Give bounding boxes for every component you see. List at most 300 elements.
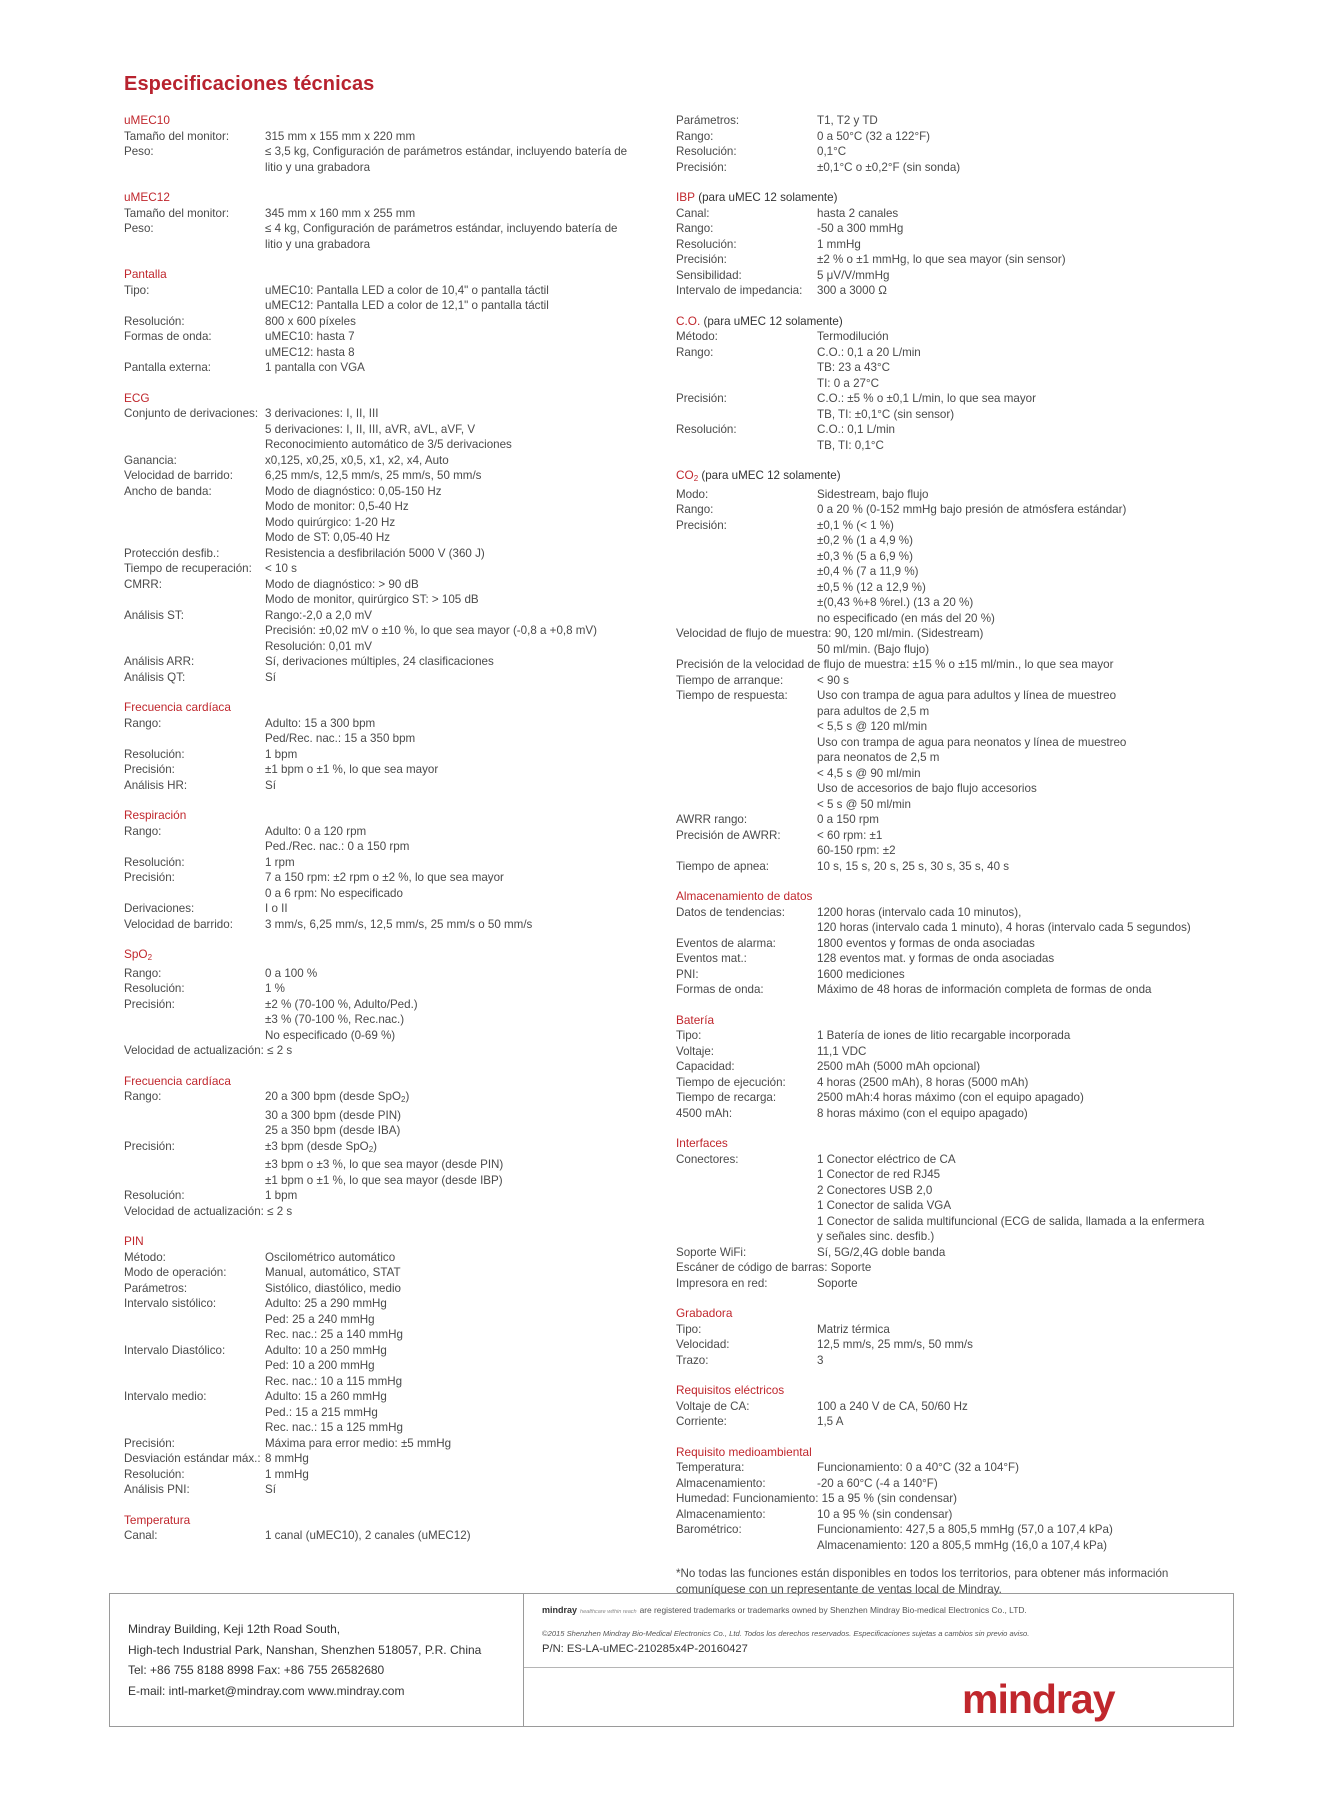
spec-row [676,1044,1236,1060]
spec-row [676,1075,1236,1091]
spec-value: 1 canal (uMEC10), 2 canales (uMEC12) [265,1529,471,1542]
spec-label: Almacenamiento: [676,1507,766,1521]
spec-value: < 10 s [265,562,297,575]
spec-row [124,1451,664,1467]
section-title: Temperatura [124,1512,191,1527]
spec-row [676,283,1236,299]
section-frecuencia-cardiaca-2 [124,1074,664,1220]
spec-label: Almacenamiento: [676,1476,766,1490]
section-frecuencia-cardiaca [124,700,664,793]
spec-value: Sí [265,1483,276,1496]
spec-value: -20 a 60°C (-4 a 140°F) [817,1476,938,1490]
spec-label: Resolución: [124,855,185,869]
spec-label: 4500 mAh: [676,1106,733,1120]
section-title: Almacenamiento de datos [676,889,813,903]
spec-row [676,951,1236,967]
spec-label: Formas de onda: [124,330,212,343]
spec-label: Humedad: [676,1492,730,1505]
spec-row [124,716,664,747]
spec-label: Peso: [124,222,154,235]
spec-row [124,577,664,608]
spec-label: Método: [676,330,718,343]
spec-value: Funcionamiento: 15 a 95 % (sin condensar) [732,1492,958,1505]
spec-label: AWRR rango: [676,813,748,826]
spec-label: Soporte WiFi: [676,1245,747,1259]
spec-value: Rango:-2,0 a 2,0 mV Precisión: ±0,02 mV o ±10 %, lo que sea mayor (-0,8 a +0,8 mV) Resolución: 0,01 mV [265,608,598,653]
spec-row [676,1260,1236,1276]
spec-row [676,642,1236,658]
section-title: Pantalla [124,267,167,281]
spec-row [676,144,1236,160]
spec-label: Temperatura: [676,1461,745,1474]
spec-row [676,1276,1236,1292]
spec-value: Uso con trampa de agua para adultos y línea de muestreo para adultos de 2,5 m < 5,5 s @ 120 ml/min Uso con trampa de agua para neonatos y línea de muestreo para neonatos de 2,5 m < 4,5 s @ 90 ml/min Uso de accesorios de bajo flujo accesorios < 5 s @ 50 ml/min [817,689,1127,811]
spec-row [124,1250,664,1266]
page-title: Especificaciones técnicas [124,73,375,95]
spec-row [124,561,664,577]
spec-row [676,206,1236,222]
spec-value: 20 a 300 bpm (desde SpO$_2$) 30 a 300 bpm (desde PIN) 25 a 350 bpm (desde IBA) [265,1090,410,1137]
spec-value: 1 Conector eléctrico de CA 1 Conector de red RJ45 2 Conectores USB 2,0 1 Conector de salida VGA 1 Conector de salida multifuncional (ECG de salida, llamada a la enfermera y señales sinc. desfib.) [817,1152,1205,1243]
spec-row [676,113,1236,129]
spec-label: Voltaje: [676,1044,715,1058]
spec-value: 50 ml/min. (Bajo flujo) [817,642,930,656]
spec-label: Parámetros: [676,114,740,127]
spec-row [124,824,664,855]
spec-value: ±2 % (70-100 %, Adulto/Ped.) ±3 % (70-100 %, Rec.nac.) No especificado (0-69 %) [265,997,418,1042]
spec-row [124,221,664,252]
spec-label: Intervalo medio: [124,1390,207,1403]
section-respiracion [124,808,664,932]
spec-row [676,1460,1236,1476]
spec-value: 100 a 240 V de CA, 50/60 Hz [817,1399,968,1413]
section-pantalla [124,267,664,376]
spec-value: Funcionamiento: 427,5 a 805,5 mmHg (57,0 a 107,4 kPa) Almacenamiento: 120 a 805,5 mmHg (16,0 a 107,4 kPa) [817,1523,1113,1552]
spec-value: 90, 120 ml/min. (Sidestream) [834,627,984,640]
spec-value: ≤ 2 s [267,1204,293,1218]
spec-value: -50 a 300 mmHg [817,222,904,235]
spec-value: 128 eventos mat. y formas de onda asociadas [817,952,1055,965]
spec-row [124,1482,664,1498]
spec-label: Precisión: [676,253,727,266]
spec-label: Velocidad de actualización: [124,1204,264,1218]
spec-label: Rango: [676,222,714,235]
section-almacenamiento [676,889,1236,998]
spec-value: ±2 % o ±1 mmHg, lo que sea mayor (sin sensor) [817,253,1066,266]
spec-value: Sí, derivaciones múltiples, 24 clasificaciones [265,655,494,668]
spec-label: Tipo: [124,283,150,297]
spec-row [124,1089,664,1139]
section-spo2 [124,947,664,1059]
section-ibp [676,190,1236,299]
spec-value: C.O.: 0,1 a 20 L/min TB: 23 a 43°C TI: 0 a 27°C [817,345,921,390]
spec-row [676,221,1236,237]
spec-label: Ganancia: [124,453,177,467]
spec-row [124,129,664,145]
spec-row [676,1059,1236,1075]
spec-value: Soporte [817,1276,858,1290]
spec-value: ±0,1 % (< 1 %) ±0,2 % (1 a 4,9 %) ±0,3 % (5 a 6,9 %) ±0,4 % (7 a 11,9 %) ±0,5 % (12 a 12,9 %) ±(0,43 %+8 %rel.) (13 a 20 %) no especificado (en más del 20 %) [817,518,995,625]
spec-row [676,1353,1236,1369]
spec-row [124,747,664,763]
spec-value: 1 mmHg [817,237,861,251]
section-title: IBP (para uMEC 12 solamente) [676,190,838,204]
trademark-notice: mindray healthcare within reach are registered trademarks or trademarks owned by Shenzhen Mindray Bio-medical Electronics Co., LTD. [542,1605,1027,1615]
spec-value: C.O.: 0,1 L/min TB, TI: 0,1°C [817,423,895,452]
spec-row [676,967,1236,983]
spec-value: uMEC10: hasta 7 uMEC12: hasta 8 [265,330,355,359]
footer [109,1593,1234,1727]
spec-row [124,762,664,778]
spec-value: x0,125, x0,25, x0,5, x1, x2, x4, Auto [265,453,449,467]
spec-row [124,997,664,1044]
spec-label: Intervalo Diastólico: [124,1343,226,1357]
spec-label: Tiempo de apnea: [676,859,770,873]
spec-value: hasta 2 canales [817,206,899,220]
spec-row [124,855,664,871]
spec-row [676,626,1236,642]
spec-label: Análisis HR: [124,778,188,792]
spec-row [124,1296,664,1343]
spec-label: Impresora en red: [676,1276,768,1290]
spec-value: 1200 horas (intervalo cada 10 minutos), 120 horas (intervalo cada 1 minuto), 4 horas (intervalo cada 5 segundos) [817,905,1191,934]
spec-label: Análisis ARR: [124,655,195,668]
left-column [124,113,664,1559]
section-title: Respiración [124,808,187,822]
spec-label: Velocidad de flujo de muestra: [676,627,832,640]
spec-label: Precisión: [676,392,727,405]
section-interfaces [676,1136,1236,1291]
spec-row [676,812,1236,828]
spec-value: Sistólico, diastólico, medio [265,1281,401,1295]
spec-value: Sí [265,670,276,684]
spec-value: Modo de diagnóstico: > 90 dB Modo de monitor, quirúrgico ST: > 105 dB [265,577,479,606]
spec-label: Modo: [676,487,709,501]
spec-label: Conjunto de derivaciones: [124,407,259,420]
spec-value: 5 μV/V/mmHg [817,268,890,282]
spec-label: Rango: [124,716,162,730]
spec-row [124,1436,664,1452]
spec-label: Precisión: [124,1139,175,1153]
spec-value: 1 rpm [265,855,295,869]
spec-row [124,546,664,562]
spec-row [124,1528,664,1544]
spec-label: Velocidad de barrido: [124,469,233,482]
spec-value: 0 a 150 rpm [817,813,879,826]
spec-value: 10 a 95 % (sin condensar) [817,1507,953,1521]
spec-row [124,468,664,484]
spec-row [124,654,664,670]
spec-label: Resolución: [676,145,737,158]
spec-value: 315 mm x 155 mm x 220 mm [265,129,416,143]
spec-row [124,1204,664,1220]
spec-label: Precisión: [124,763,175,776]
spec-row [676,688,1236,812]
spec-label: Eventos mat.: [676,952,747,965]
spec-value: < 90 s [817,673,849,687]
section-title: C.O. (para uMEC 12 solamente) [676,313,843,328]
spec-value: I o II [265,902,288,915]
spec-value: ≤ 3,5 kg, Configuración de parámetros estándar, incluyendo batería de litio y una grabadora [265,145,628,174]
spec-label: CMRR: [124,577,162,591]
spec-value: T1, T2 y TD [817,114,878,127]
spec-value: ±3 bpm (desde SpO$_2$) ±3 bpm o ±3 %, lo que sea mayor (desde PIN) ±1 bpm o ±1 %, lo que sea mayor (desde IBP) [265,1139,504,1187]
spec-value: Manual, automático, STAT [265,1266,401,1279]
spec-value: Modo de diagnóstico: 0,05-150 Hz Modo de monitor: 0,5-40 Hz Modo quirúrgico: 1-20 Hz Modo de ST: 0,05-40 Hz [265,484,442,544]
spec-value: 1 bpm [265,747,298,761]
spec-value: 0 a 20 % (0-152 mmHg bajo presión de atmósfera estándar) [817,503,1127,516]
spec-value: 4 horas (2500 mAh), 8 horas (5000 mAh) [817,1075,1029,1089]
section-requisitos-electricos [676,1383,1236,1430]
spec-row [676,982,1236,998]
spec-value: 6,25 mm/s, 12,5 mm/s, 25 mm/s, 50 mm/s [265,469,482,482]
spec-row [676,859,1236,875]
spec-row [676,1476,1236,1492]
spec-value: 1 mmHg [265,1467,309,1481]
spec-label: Resolución: [124,314,185,328]
spec-value: Termodilución [817,330,889,343]
section-temperatura [124,1513,664,1544]
spec-label: Resolución: [124,747,185,761]
spec-label: Sensibilidad: [676,268,742,282]
section-title: Frecuencia cardíaca [124,700,231,714]
spec-value: ±15 % o ±15 ml/min., lo que sea mayor [912,658,1114,671]
spec-label: Rango: [676,129,714,143]
spec-label: Datos de tendencias: [676,905,785,919]
spec-label: Eventos de alarma: [676,936,776,950]
spec-label: Voltaje de CA: [676,1399,750,1413]
section-co2 [676,468,1236,874]
spec-label: Parámetros: [124,1281,188,1295]
spec-row [676,1399,1236,1415]
spec-label: Precisión de AWRR: [676,828,781,842]
spec-row [676,237,1236,253]
spec-label: Tiempo de arranque: [676,673,784,687]
spec-label: Rango: [676,503,714,516]
footnote: *No todas las funciones están disponibles en todos los territorios, para obtener más información comuníquese con un representante de ventas local de Mindray. [676,1567,1169,1596]
spec-value: 800 x 600 píxeles [265,314,356,328]
spec-row [124,608,664,655]
section-title: Interfaces [676,1136,728,1150]
slogan: healthcare within reach [580,1609,637,1615]
mindray-logo: mindray [962,1676,1115,1722]
spec-label: Intervalo de impedancia: [676,284,803,297]
spec-value: Resistencia a desfibrilación 5000 V (360 J) [265,546,485,560]
spec-value: uMEC10: Pantalla LED a color de 10,4" o pantalla táctil uMEC12: Pantalla LED a color de 12,1" o pantalla táctil [265,283,549,312]
footer-divider [523,1594,524,1726]
spec-label: Ancho de banda: [124,484,212,498]
spec-row [676,1414,1236,1430]
spec-value: 1 pantalla con VGA [265,361,365,374]
spec-value: Oscilométrico automático [265,1250,396,1264]
spec-label: Rango: [124,1090,162,1103]
section-umec10 [124,113,664,175]
spec-value: 1 Batería de iones de litio recargable incorporada [817,1029,1071,1042]
spec-row [676,391,1236,422]
section-temperatura-cont [676,113,1236,175]
spec-label: Precisión: [124,1436,175,1450]
spec-label: Precisión: [676,518,727,532]
spec-label: Tamaño del monitor: [124,206,230,220]
spec-label: Intervalo sistólico: [124,1297,217,1310]
spec-value: Adulto: 15 a 260 mmHg Ped.: 15 a 215 mmHg Rec. nac.: 15 a 125 mmHg [265,1390,403,1434]
spec-row [676,1028,1236,1044]
spec-row [124,360,664,376]
spec-row [676,1090,1236,1106]
spec-label: Trazo: [676,1353,709,1367]
spec-label: Método: [124,1250,166,1264]
spec-row [124,917,664,933]
spec-label: Canal: [676,206,710,220]
spec-row [676,936,1236,952]
spec-row [124,966,664,982]
spec-row [676,129,1236,145]
spec-row [124,778,664,794]
spec-label: Corriente: [676,1415,727,1428]
spec-value: Máxima para error medio: ±5 mmHg [265,1436,452,1450]
section-title: uMEC10 [124,113,170,127]
mindray-wordmark-small: mindray [542,1605,578,1615]
section-title: SpO$_2$ [124,947,153,962]
spec-value: Adulto: 0 a 120 rpm Ped./Rec. nac.: 0 a 150 rpm [265,824,410,853]
spec-value: < 60 rpm: ±1 60-150 rpm: ±2 [817,828,896,857]
spec-label: Barométrico: [676,1523,742,1536]
spec-label: Velocidad de barrido: [124,917,233,931]
spec-label: Tiempo de ejecución: [676,1075,786,1089]
section-ecg [124,391,664,686]
spec-row [124,1389,664,1436]
spec-label: Formas de onda: [676,983,764,996]
spec-row [124,144,664,175]
right-column [676,113,1236,1597]
copyright-notice: ©2015 Shenzhen Mindray Bio-Medical Electronics Co., Ltd. Todos los derechos reservados. Especificaciones sujetas a cambios sin previo aviso. [542,1629,1030,1638]
spec-row [676,1337,1236,1353]
spec-label: Resolución: [124,1189,185,1202]
spec-value: 11,1 VDC [817,1044,867,1058]
section-pin [124,1234,664,1498]
spec-row [124,1343,664,1390]
spec-value: ≤ 4 kg, Configuración de parámetros estándar, incluyendo batería de litio y una grabadora [265,222,618,251]
spec-value: 8 horas máximo (con el equipo apagado) [817,1106,1028,1120]
spec-value: 8 mmHg [265,1452,309,1465]
spec-label: Escáner de código de barras: [676,1261,828,1274]
spec-row [124,901,664,917]
spec-value: 0 a 50°C (32 a 122°F) [817,129,931,143]
spec-label: Tiempo de recarga: [676,1091,777,1104]
spec-row [676,502,1236,518]
spec-row [676,828,1236,859]
spec-row [124,314,664,330]
spec-label: Precisión: [676,160,727,174]
section-bateria [676,1013,1236,1122]
spec-row [676,1507,1236,1523]
spec-label: Tipo: [676,1322,702,1336]
spec-label: Protección desfib.: [124,546,220,560]
spec-row [124,206,664,222]
spec-value: Matriz térmica [817,1322,890,1336]
spec-row [124,1265,664,1281]
spec-label: Peso: [124,145,154,158]
spec-label: Desviación estándar máx.: [124,1452,261,1465]
spec-label: Canal: [124,1529,158,1542]
spec-row [676,1322,1236,1338]
spec-value: 3 derivaciones: I, II, III 5 derivaciones: I, II, III, aVR, aVL, aVF, V Reconocimiento automático de 3/5 derivaciones [265,407,512,451]
section-title: Requisitos eléctricos [676,1383,785,1397]
spec-label: Tiempo de respuesta: [676,689,788,702]
spec-value: Adulto: 25 a 290 mmHg Ped: 25 a 240 mmHg Rec. nac.: 25 a 140 mmHg [265,1297,403,1341]
spec-value: ±1 bpm o ±1 %, lo que sea mayor [265,763,439,776]
section-co [676,314,1236,454]
spec-label: Resolución: [676,237,737,251]
spec-value: 300 a 3000 Ω [817,284,887,297]
spec-value: 345 mm x 160 mm x 255 mm [265,206,416,220]
section-umec12 [124,190,664,252]
company-address: Mindray Building, Keji 12th Road South, High-tech Industrial Park, Nanshan, Shenzhen 518057, P.R. China Tel: +86 755 8188 8998 Fax: +86 755 26582680 E-mail: intl-market@mindray.com www.mindray.com [128,1622,482,1698]
section-title: uMEC12 [124,190,170,204]
spec-label: Análisis QT: [124,670,186,684]
spec-label: Capacidad: [676,1060,735,1073]
spec-label: Modo de operación: [124,1266,227,1279]
spec-value: 1 % [265,982,285,995]
spec-row [124,1188,664,1204]
spec-value: 1800 eventos y formas de onda asociadas [817,936,1035,950]
spec-row [676,673,1236,689]
spec-value: 0 a 100 % [265,966,318,980]
spec-row [676,1522,1236,1553]
spec-row [676,268,1236,284]
spec-label: Velocidad: [676,1338,730,1351]
spec-row [124,670,664,686]
spec-row [124,283,664,314]
spec-row [676,1245,1236,1261]
spec-row [676,160,1236,176]
spec-label: Conectores: [676,1152,739,1166]
spec-row [676,1106,1236,1122]
copyright-icon: © [542,1629,548,1638]
spec-value: Máximo de 48 horas de información completa de formas de onda [817,983,1152,996]
spec-row [124,406,664,453]
spec-row [676,1491,1236,1507]
spec-value: 1600 mediciones [817,967,905,981]
section-title: ECG [124,390,150,405]
spec-value: 1 bpm [265,1189,298,1202]
spec-row [676,252,1236,268]
spec-value: 2500 mAh:4 horas máximo (con el equipo apagado) [817,1091,1084,1104]
spec-value: Sidestream, bajo flujo [817,487,929,501]
section-grabadora [676,1306,1236,1368]
spec-row [676,657,1236,673]
spec-row [124,1139,664,1189]
spec-value: Sí [265,778,276,792]
spec-label: Resolución: [124,1467,185,1481]
spec-label: Resolución: [676,423,737,436]
section-title: Grabadora [676,1306,733,1320]
spec-value: Soporte [830,1261,872,1274]
spec-label: Pantalla externa: [124,361,212,374]
spec-label: Tipo: [676,1029,702,1042]
spec-row [124,870,664,901]
spec-label: Derivaciones: [124,902,195,915]
spec-value: Funcionamiento: 0 a 40°C (32 a 104°F) [817,1461,1019,1474]
spec-row [124,1467,664,1483]
section-title: PIN [124,1234,144,1248]
spec-row [676,487,1236,503]
spec-row [676,1152,1236,1245]
spec-value: 0,1°C [817,145,847,158]
spec-row [124,329,664,360]
spec-label: PNI: [676,967,699,981]
spec-value: Adulto: 15 a 300 bpm Ped/Rec. nac.: 15 a 350 bpm [265,716,416,745]
